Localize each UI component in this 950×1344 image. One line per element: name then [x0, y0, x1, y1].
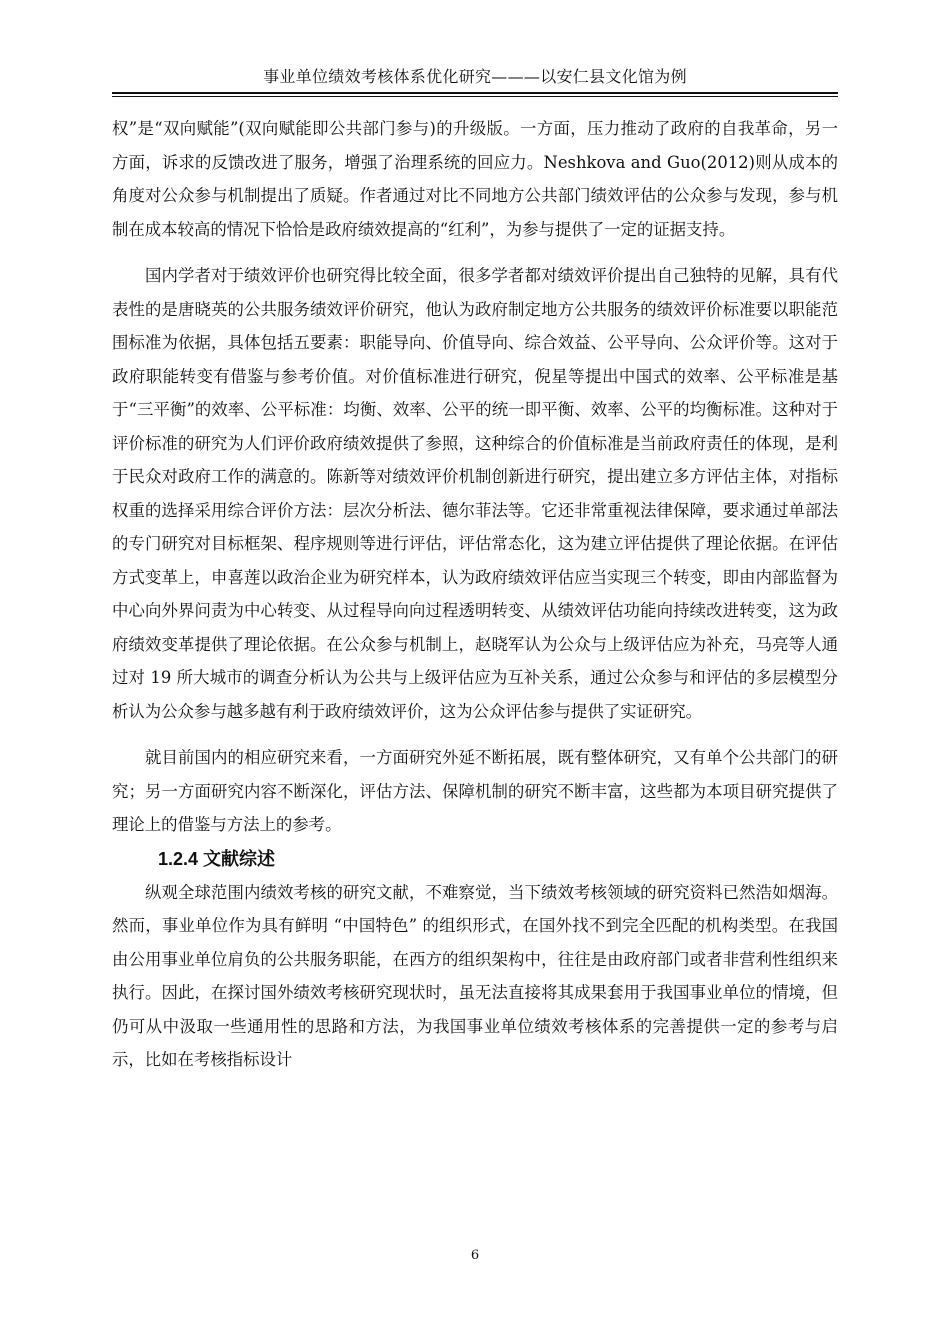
- paragraph-continuation: 权”是“双向赋能”(双向赋能即公共部门参与)的升级版。一方面，压力推动了政府的自我革命，另一方面，诉求的反馈改进了服务，增强了治理系统的回应力。Neshkova and Guo(2012)则从成本的角度对公众参与机制提出了质疑。作者通过对比不同地方公共部门绩效评估的公众参与发现，参与机制在成本较高的情况下恰恰是政府绩效提高的“红利”，为参与提供了一定的证据支持。: [112, 119, 838, 239]
- paragraph-literature-review: 纵观全球范围内绩效考核的研究文献，不难察觉，当下绩效考核领域的研究资料已然浩如烟海。然而，事业单位作为具有鲜明 “中国特色” 的组织形式，在国外找不到完全匹配的机构类型。在我国由公用事业单位肩负的公共服务职能，在西方的组织架构中，往往是由政府部门或者非营利性组织来执行。因此，在探讨国外绩效考核研究现状时，虽无法直接将其成果套用于我国事业单位的情境，但仍可从中汲取一些通用性的思路和方法，为我国事业单位绩效考核体系的完善提供一定的参考与启示，比如在考核指标设计: [112, 882, 838, 1069]
- header-rule-thin: [112, 96, 838, 97]
- running-header: 事业单位绩效考核体系优化研究———以安仁县文化馆为例: [263, 67, 687, 86]
- page-body: [112, 112, 838, 1077]
- paragraph-domestic-research: 国内学者对于绩效评价也研究得比较全面，很多学者都对绩效评价提出自己独特的见解，具有代表性的是唐晓英的公共服务绩效评价研究，他认为政府制定地方公共服务的绩效评价标准要以职能范围标准为依据，具体包括五要素：职能导向、价值导向、综合效益、公平导向、公众评价等。这对于政府职能转变有借鉴与参考价值。对价值标准进行研究，倪星等提出中国式的效率、公平标准是基于“三平衡”的效率、公平标准：均衡、效率、公平的统一即平衡、效率、公平的均衡标准。这种对于评价标准的研究为人们评价政府绩效提供了参照，这种综合的价值标准是当前政府责任的体现，是利于民众对政府工作的满意的。陈新等对绩效评价机制创新进行研究，提出建立多方评估主体，对指标权重的选择采用综合评价方法：层次分析法、德尔菲法等。它还非常重视法律保障，要求通过单部法的专门研究对目标框架、程序规则等进行评估，评估常态化，这为建立评估提供了理论依据。在评估方式变革上，申喜莲以政治企业为研究样本，认为政府绩效评估应当实现三个转变，即由内部监督为中心向外界问责为中心转变、从过程导向向过程透明转变、从绩效评估功能向持续改进转变，这为政府绩效变革提供了理论依据。在公众参与机制上，赵晓军认为公众与上级评估应为补充，马亮等人通过对 19 所大城市的调查分析认为公共与上级评估应为互补关系，通过公众参与和评估的多层模型分析认为公众参与越多越有利于政府绩效评价，这为公众评估参与提供了实证研究。: [112, 266, 838, 721]
- section-heading: 1.2.4 文献综述: [158, 848, 276, 869]
- page-number: 6: [470, 1248, 480, 1263]
- paragraph-domestic-summary: 就目前国内的相应研究来看，一方面研究外延不断拓展，既有整体研究，又有单个公共部门的研究；另一方面研究内容不断深化，评估方法、保障机制的研究不断丰富，这些都为本项目研究提供了理论上的借鉴与方法上的参考。: [112, 748, 838, 834]
- header-rule-thick: [112, 92, 838, 94]
